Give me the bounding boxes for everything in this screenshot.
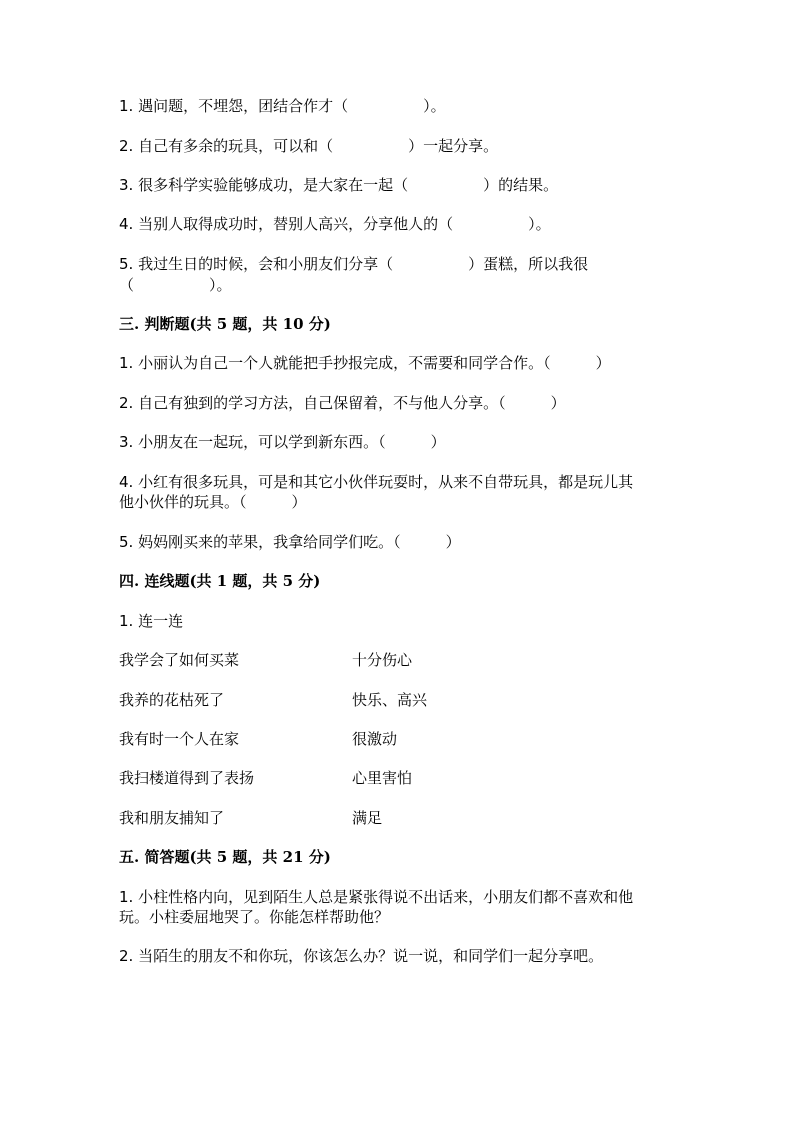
match-right-item: 满足 [352, 809, 383, 827]
judge-question-3: 3. 小朋友在一起玩，可以学到新东西。（ ） [119, 433, 446, 451]
judge-question-4-line1: 4. 小红有很多玩具，可是和其它小伙伴玩耍时，从来不自带玩具，都是玩儿其 [119, 473, 634, 491]
judge-question-2: 2. 自己有独到的学习方法，自己保留着，不与他人分享。（ ） [119, 394, 566, 412]
match-left-item: 我养的花枯死了 [119, 691, 225, 709]
fill-question-2: 2. 自己有多余的玩具，可以和（ ）一起分享。 [119, 137, 499, 155]
judge-question-4-line2: 他小伙伴的玩具。（ ） [119, 493, 307, 511]
match-right-item: 心里害怕 [352, 769, 413, 787]
judge-question-1: 1. 小丽认为自己一个人就能把手抄报完成，不需要和同学合作。（ ） [119, 354, 611, 372]
short-question-1-line1: 1. 小柱性格内向，见到陌生人总是紧张得说不出话来，小朋友们都不喜欢和他 [119, 888, 634, 906]
match-left-item: 我有时一个人在家 [119, 730, 240, 748]
section-heading-short-answer: 五. 简答题(共 5 题，共 21 分) [119, 848, 331, 866]
fill-question-5-line2: （ ）。 [119, 276, 232, 294]
match-left-item: 我扫楼道得到了表扬 [119, 769, 255, 787]
match-right-item: 快乐、高兴 [352, 691, 428, 709]
match-right-item: 十分伤心 [352, 651, 413, 669]
short-question-2: 2. 当陌生的朋友不和你玩，你该怎么办？说一说，和同学们一起分享吧。 [119, 947, 604, 965]
match-left-item: 我学会了如何买菜 [119, 651, 240, 669]
fill-question-4: 4. 当别人取得成功时，替别人高兴，分享他人的（ ）。 [119, 215, 551, 233]
fill-question-5-line1: 5. 我过生日的时候，会和小朋友们分享（ ）蛋糕，所以我很 [119, 255, 589, 273]
match-question-1: 1. 连一连 [119, 612, 184, 630]
match-right-item: 很激动 [352, 730, 398, 748]
match-left-item: 我和朋友捕知了 [119, 809, 225, 827]
section-heading-judge: 三. 判断题(共 5 题，共 10 分) [119, 315, 331, 333]
judge-question-5: 5. 妈妈刚买来的苹果，我拿给同学们吃。（ ） [119, 533, 461, 551]
section-heading-match: 四. 连线题(共 1 题，共 5 分) [119, 572, 321, 590]
fill-question-3: 3. 很多科学实验能够成功，是大家在一起（ ）的结果。 [119, 176, 559, 194]
short-question-1-line2: 玩。小柱委屈地哭了。你能怎样帮助他？ [119, 908, 390, 926]
fill-question-1: 1. 遇问题，不埋怨，团结合作才（ ）。 [119, 97, 446, 115]
